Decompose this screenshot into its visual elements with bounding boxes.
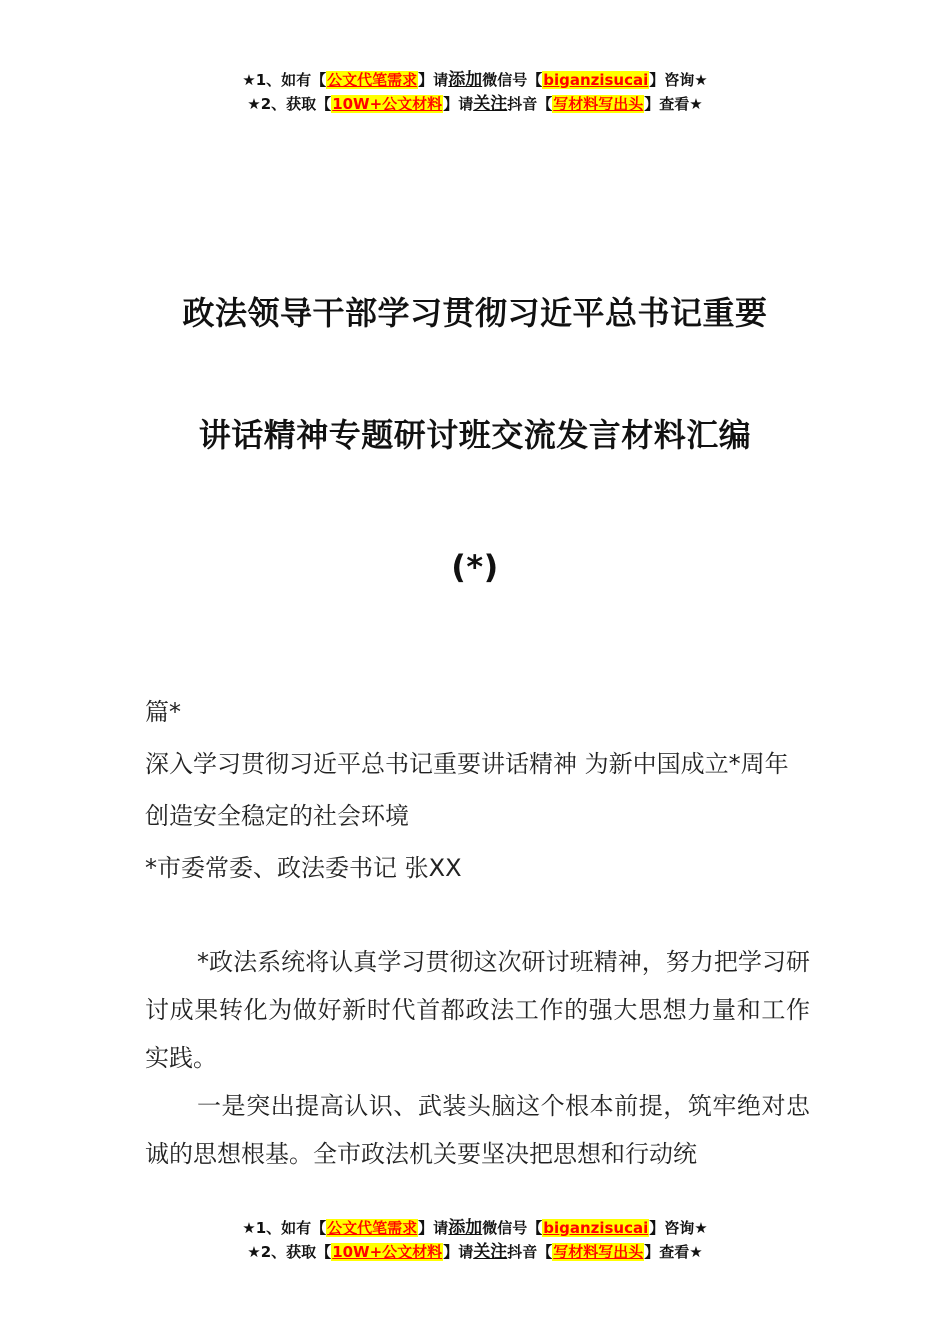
- promo-emphasis: 关注: [473, 1242, 508, 1262]
- promo-text: 】咨询★: [649, 71, 708, 89]
- promo-line-1: [0, 1216, 950, 1240]
- promo-text: 】请: [443, 1243, 474, 1261]
- promo-text: 抖音【: [507, 1243, 553, 1261]
- promo-line-2: [0, 92, 950, 116]
- promo-emphasis: 添加: [448, 70, 483, 90]
- promo-text: 】咨询★: [649, 1219, 708, 1237]
- promo-text: 抖音【: [507, 95, 553, 113]
- promo-text: 】查看★: [644, 1243, 703, 1261]
- promo-emphasis: 关注: [473, 94, 508, 114]
- promo-highlight: biganzisucai: [543, 71, 649, 89]
- promo-text: ★2、获取【: [247, 1243, 332, 1261]
- article-headline: 深入学习贯彻习近平总书记重要讲话精神 为新中国成立*周年创造安全稳定的社会环境: [145, 750, 789, 830]
- promo-text: 微信号【: [482, 71, 543, 89]
- article-body: [145, 938, 810, 1178]
- promo-highlight: 10W+公文材料: [332, 95, 443, 113]
- section-label: 篇*: [145, 698, 181, 726]
- body-paragraph: 一是突出提高认识、武装头脑这个根本前提，筑牢绝对忠诚的思想根基。全市政法机关要坚决把思想和行动统: [145, 1092, 810, 1168]
- article-meta: [145, 686, 810, 894]
- promo-highlight: 写材料写出头: [553, 1243, 644, 1261]
- document-title-volume: (*): [451, 548, 499, 586]
- promo-highlight: biganzisucai: [543, 1219, 649, 1237]
- promo-text: ★1、如有【: [242, 71, 327, 89]
- promo-text: 】请: [443, 95, 474, 113]
- promo-text: 】请: [418, 1219, 449, 1237]
- promo-text: 】查看★: [644, 95, 703, 113]
- promo-text: ★1、如有【: [242, 1219, 327, 1237]
- promo-line-1: [0, 68, 950, 92]
- article-author: *市委常委、政法委书记 张XX: [145, 854, 462, 882]
- document-title-line-2: 讲话精神专题研讨班交流发言材料汇编: [198, 416, 752, 454]
- promo-emphasis: 添加: [448, 1218, 483, 1238]
- header-promo-banner: [0, 68, 950, 116]
- promo-line-2: [0, 1240, 950, 1264]
- promo-highlight: 10W+公文材料: [332, 1243, 443, 1261]
- footer-promo-banner: [0, 1216, 950, 1264]
- document-title-line-1: 政法领导干部学习贯彻习近平总书记重要: [182, 294, 768, 332]
- promo-highlight: 公文代笔需求: [327, 1219, 418, 1237]
- promo-highlight: 公文代笔需求: [327, 71, 418, 89]
- promo-text: ★2、获取【: [247, 95, 332, 113]
- body-paragraph: *政法系统将认真学习贯彻这次研讨班精神，努力把学习研讨成果转化为做好新时代首都政法工作的强大思想力量和工作实践。: [145, 948, 810, 1072]
- promo-text: 】请: [418, 71, 449, 89]
- promo-text: 微信号【: [482, 1219, 543, 1237]
- promo-highlight: 写材料写出头: [553, 95, 644, 113]
